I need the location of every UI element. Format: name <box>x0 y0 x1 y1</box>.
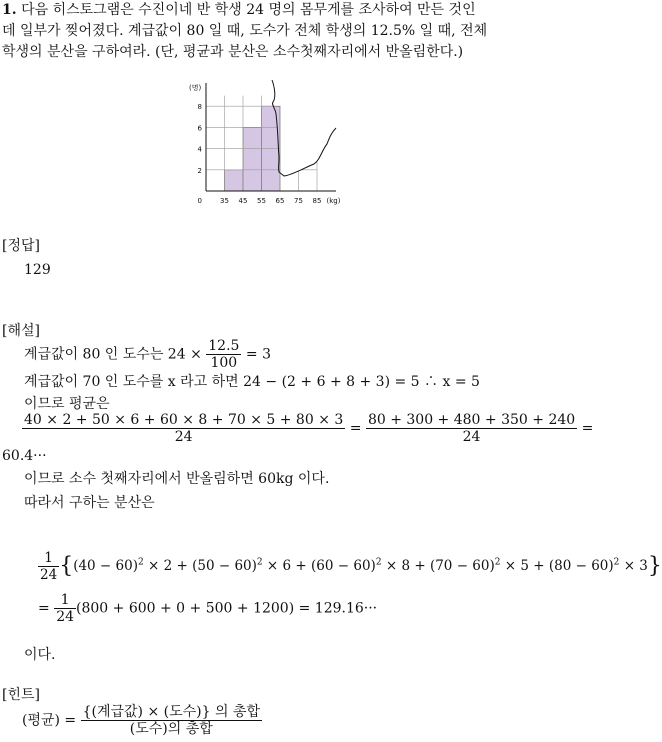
solution-line-6: 따라서 구하는 분산은 <box>24 495 155 511</box>
term-3: (60 − 60) <box>311 558 376 574</box>
fraction-numerator: 12.5 <box>208 338 240 354</box>
exp-2: 2 <box>256 557 263 568</box>
hint-label: [힌트] <box>2 687 40 703</box>
mean-result: 60.4··· <box>2 448 47 464</box>
term-3-tail: × 8 + <box>381 558 430 574</box>
exp-3: 2 <box>375 557 382 568</box>
x-tick-65: 65 <box>275 197 285 205</box>
mean-denominator-1: 24 <box>174 429 193 445</box>
problem-text-1: 다음 히스토그램은 수진이네 반 학생 24 명의 몸무게를 조사하여 만든 것인 <box>21 2 476 18</box>
variance-expression <box>38 550 662 583</box>
y-axis-label: (명) <box>189 84 202 92</box>
hint-numerator: {(계급값) × (도수)} 의 총합 <box>82 704 260 720</box>
solution-line-3: 이므로 평균은 <box>24 396 110 412</box>
variance-coef-den: 24 <box>40 567 58 583</box>
solution-label: [해설] <box>2 323 40 339</box>
mean-equals-1: = <box>349 420 362 437</box>
hint-fraction <box>81 704 262 737</box>
problem-number: 1. <box>2 2 17 18</box>
y-tick-6: 6 <box>197 124 202 133</box>
solution-line-1-result: = 3 <box>245 346 271 363</box>
x-tick-45: 45 <box>238 197 248 205</box>
term-4-tail: × 5 + <box>500 558 549 574</box>
bar-35~45 <box>225 170 244 191</box>
mean-numerator-1: 40 × 2 + 50 × 6 + 60 × 8 + 70 × 5 + 80 × 3 <box>24 412 344 428</box>
fraction-denominator: 100 <box>210 355 238 371</box>
term-4: (70 − 60) <box>429 558 495 574</box>
solution-line-1-text: 계급값이 80 인 도수는 24 × <box>24 346 202 363</box>
answer-value: 129 <box>24 262 51 278</box>
x-axis-label: (kg) <box>326 197 341 205</box>
problem-line-1 <box>2 0 476 20</box>
fraction-12-5-over-100 <box>206 338 241 371</box>
hint-lhs: (평균) = <box>22 712 77 729</box>
problem-line-2: 데 일부가 찢어졌다. 계급값이 80 일 때, 도수가 전체 학생의 12.5% 일 때, 전체 <box>2 23 488 39</box>
term-5-tail: × 3 <box>619 558 648 574</box>
term-2: (50 − 60) <box>192 558 257 574</box>
solution-line-5: 이므로 소수 첫째자리에서 반올림하면 60kg 이다. <box>24 471 330 487</box>
variance-result-den: 24 <box>56 609 75 625</box>
solution-line-2: 계급값이 70 인 도수를 x 라고 하면 24 − (2 + 6 + 8 + 3) = 5 ∴ x = 5 <box>24 374 480 390</box>
x-tick-85: 85 <box>312 197 322 205</box>
variance-result-rest: (800 + 600 + 0 + 500 + 1200) = 129.16··· <box>76 600 378 617</box>
answer-label: [정답] <box>2 238 40 254</box>
histogram <box>180 80 355 210</box>
term-1: (40 − 60) <box>73 558 138 574</box>
term-2-tail: × 6 + <box>262 558 312 574</box>
x-tick-35: 35 <box>220 197 229 205</box>
bar-45~55 <box>243 127 262 191</box>
histogram-grid <box>206 96 317 191</box>
exp-4: 2 <box>494 557 501 568</box>
torn-edge <box>272 80 336 176</box>
right-brace: } <box>647 553 662 579</box>
variance-coef-num: 1 <box>38 550 59 567</box>
y-tick-2: 2 <box>197 166 202 175</box>
term-5: (80 − 60) <box>548 558 614 574</box>
term-1-tail: × 2 + <box>143 558 193 574</box>
hint-formula <box>22 704 262 737</box>
variance-result-coef <box>54 592 76 625</box>
y-tick-8: 8 <box>197 103 202 112</box>
origin-label: 0 <box>197 197 202 205</box>
mean-fraction-1 <box>22 412 345 445</box>
mean-fraction-2 <box>366 412 577 445</box>
hint-denominator: (도수)의 총합 <box>129 721 213 737</box>
mean-numerator-2: 80 + 300 + 480 + 350 + 240 <box>367 412 576 428</box>
x-tick-75: 75 <box>294 197 303 205</box>
problem-line-3: 학생의 분산을 구하여라. (단, 평균과 분산은 소수첫째자리에서 반올림한다.) <box>2 44 464 60</box>
y-tick-4: 4 <box>197 145 202 154</box>
solution-line-1 <box>24 338 271 371</box>
solution-line-9: 이다. <box>24 647 56 663</box>
mean-equals-2: = <box>581 420 594 437</box>
variance-result <box>38 592 377 625</box>
variance-result-num: 1 <box>54 592 76 609</box>
mean-equation <box>22 412 593 445</box>
mean-denominator-2: 24 <box>462 429 481 445</box>
x-tick-55: 55 <box>257 197 266 205</box>
exp-5: 2 <box>613 557 620 568</box>
exp-1: 2 <box>137 557 144 568</box>
variance-equals: = <box>38 600 50 617</box>
variance-coef <box>38 550 59 583</box>
left-brace: { <box>59 553 74 579</box>
